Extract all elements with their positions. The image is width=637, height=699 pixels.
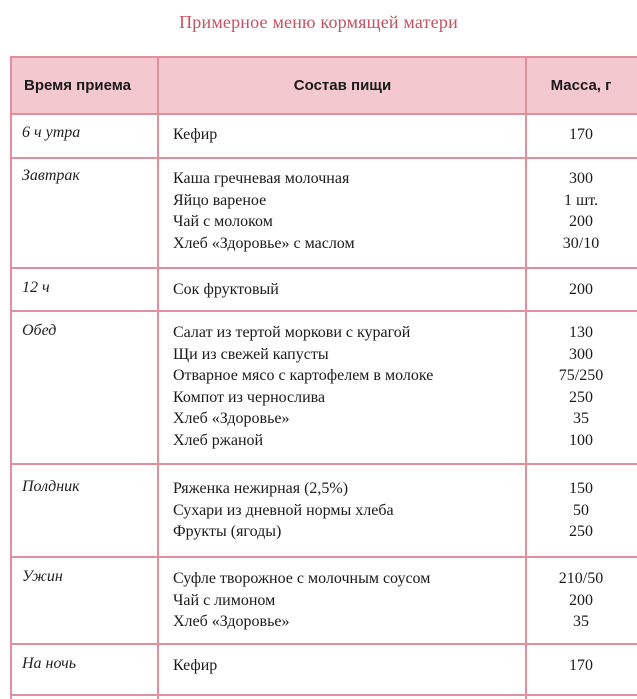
food-item: Ряженка нежирная (2,5%)	[173, 480, 349, 497]
mass-list	[527, 478, 635, 543]
food-item: Чай с молоком	[173, 213, 273, 231]
food-list	[173, 322, 518, 452]
food-item: Хлеб ржаной	[173, 431, 264, 449]
meal-time: 12 ч	[22, 279, 50, 296]
column-divider	[157, 56, 159, 699]
meal-time: Ужин	[22, 568, 63, 585]
food-list	[173, 279, 518, 301]
mass-value: 130	[569, 324, 593, 341]
mass-list	[527, 168, 635, 254]
meal-time: Обед	[22, 322, 57, 339]
mass-value: 75/250	[558, 367, 604, 385]
mass-value: 170	[569, 657, 593, 674]
food-item: Фрукты (ягоды)	[173, 523, 282, 541]
food-list	[173, 478, 518, 543]
food-item: Сухари из дневной нормы хлеба	[173, 501, 394, 519]
row-divider	[10, 463, 637, 465]
food-item: Суфле творожное с молочным соусом	[173, 570, 431, 587]
food-item: Компот из чернослива	[173, 388, 326, 406]
header-mass: Масса, г	[550, 76, 612, 94]
food-item: Кефир	[173, 126, 218, 143]
food-item: Яйцо вареное	[173, 191, 267, 209]
table-border-left	[10, 56, 12, 699]
mass-value: 35	[573, 410, 589, 428]
food-list	[173, 168, 518, 254]
food-item: Чай с лимоном	[173, 591, 276, 609]
mass-value: 200	[569, 591, 593, 609]
mass-list	[527, 124, 635, 146]
food-item: Хлеб «Здоровье»	[173, 613, 290, 631]
mass-value: 300	[569, 170, 593, 187]
mass-value: 30/10	[562, 234, 600, 252]
mass-value: 170	[569, 126, 593, 143]
mass-value: 200	[569, 281, 593, 298]
meal-time: На ночь	[22, 655, 76, 672]
meal-time: Завтрак	[22, 167, 80, 184]
mass-value: 250	[569, 523, 593, 541]
row-divider	[10, 267, 637, 269]
mass-value: 300	[569, 345, 593, 363]
food-list	[173, 568, 518, 633]
food-item: Сок фруктовый	[173, 281, 279, 298]
food-item: Отварное мясо с картофелем в молоке	[173, 367, 434, 385]
mass-value: 100	[569, 431, 593, 449]
mass-value: 1 шт.	[563, 191, 599, 209]
mass-value: 250	[569, 388, 593, 406]
food-item: Щи из свежей капусты	[173, 345, 329, 363]
mass-value: 35	[573, 613, 589, 631]
food-list	[173, 655, 518, 677]
page-title: Примерное меню кормящей матери	[179, 12, 458, 32]
food-list	[173, 124, 518, 146]
row-divider	[10, 310, 637, 312]
mass-list	[527, 279, 635, 301]
mass-value: 50	[573, 501, 589, 519]
mass-list	[527, 568, 635, 633]
food-item: Хлеб «Здоровье» с маслом	[173, 234, 355, 252]
meal-time: 6 ч утра	[22, 124, 81, 141]
food-item: Хлеб «Здоровье»	[173, 410, 290, 428]
table-border-top	[10, 56, 637, 58]
row-divider	[10, 157, 637, 159]
mass-list	[527, 322, 635, 452]
mass-list	[527, 655, 635, 677]
meal-time: Полдник	[22, 478, 80, 495]
table-border-bottom	[10, 694, 637, 696]
row-divider	[10, 556, 637, 558]
food-item: Кефир	[173, 657, 218, 674]
row-divider	[10, 113, 637, 115]
header-food: Состав пищи	[293, 76, 392, 94]
mass-value: 200	[569, 213, 593, 231]
food-item: Каша гречневая молочная	[173, 170, 350, 187]
mass-value: 210/50	[558, 570, 604, 587]
header-time: Время приема	[24, 76, 131, 94]
mass-value: 150	[569, 480, 593, 497]
food-item: Салат из тертой моркови с курагой	[173, 324, 411, 341]
row-divider	[10, 643, 637, 645]
